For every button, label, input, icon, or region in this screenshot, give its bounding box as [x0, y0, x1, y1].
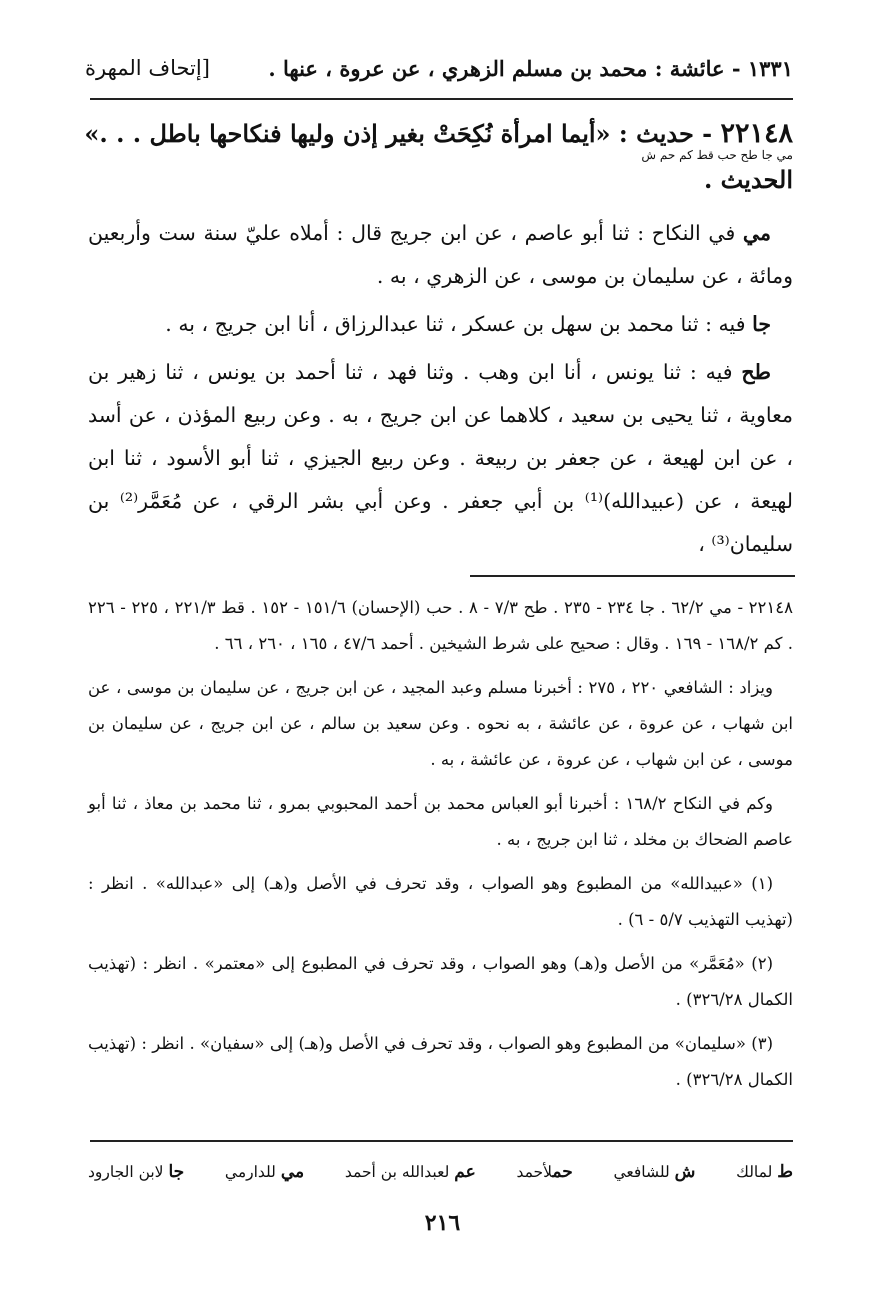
siglum-th: طح [741, 360, 771, 384]
hadith-number: ٢٢١٤٨ [720, 118, 793, 149]
book-title: [إتحاف المهرة [85, 56, 210, 80]
running-header [85, 48, 793, 88]
sigla-legend [88, 1157, 793, 1187]
paragraph-darimi-text: في النكاح : ثنا أبو عاصم ، عن ابن جريج قال : أملاه عليّ سنة ست وأربعين ومائة ، عن سليمان بن موسى ، عن الزهري ، به . [88, 221, 793, 288]
footnotes [88, 590, 793, 1106]
footnote-1: (١) «عبيدالله» من المطبوع وهو الصواب ، وقد تحرف في الأصل و(هـ) إلى «عبدالله» . انظر : (تهذيب التهذيب ٥/٧ - ٦) . [88, 874, 793, 929]
main-text [88, 212, 793, 571]
legend-item-ibn-jarud: جا لابن الجارود [88, 1162, 185, 1182]
hadith-continuation: الحديث . [703, 165, 793, 194]
paragraph-tahawi-text: فيه : ثنا يونس ، أنا ابن وهب . وثنا فهد ، ثنا أحمد بن يونس ، ثنا زهير بن معاوية ، ثنا يحيى بن سعيد ، كلاهما عن ابن جريج ، به . وعن ربيع المؤذن ، عن أسد ، عن ابن لهيعة ، عن جعفر بن ربيعة . وعن ربيع الجيزي ، ثنا أبو الأسود ، ثنا ابن لهيعة ، عن (عبيدالله)⁽¹⁾ بن أبي جعفر . وعن أبي بشر الرقي ، عن مُعَمَّر⁽²⁾ بن سليمان⁽³⁾ ، [88, 360, 793, 556]
footnote-2: (٢) «مُعَمَّر» من الأصل و(هـ) وهو الصواب ، وقد تحرف في المطبوع إلى «معتمر» . انظر : (تهذيب الكمال ٣٢٦/٢٨) . [88, 954, 793, 1009]
legend-divider [90, 1140, 793, 1142]
hadith-label: - حديث : [618, 119, 713, 148]
header-divider [90, 98, 793, 100]
additions-shafii: ويزاد : الشافعي ٢٢٠ ، ٢٧٥ : أخبرنا مسلم وعبد المجيد ، عن ابن جريج ، عن سليمان بن موسى ، عن ابن شهاب ، عن عروة ، عن عائشة ، به نحوه . وعن سعيد بن سالم ، عن ابن جريج ، عن سليمان بن موسى ، عن ابن شهاب ، عن عروة ، عن عائشة ، به . [88, 678, 793, 769]
legend-item-ahmad: حملأحمد [516, 1162, 573, 1182]
legend-item-darimi: مي للدارمي [224, 1162, 305, 1182]
additions-hakim: وكم في النكاح ١٦٨/٢ : أخبرنا أبو العباس محمد بن أحمد المحبوبي بمرو ، ثنا محمد بن معاذ ، ثنا أبو عاصم الضحاك بن مخلد ، ثنا ابن جريج ، به . [88, 794, 793, 849]
paragraph-ibn-jarud-text: فيه : ثنا محمد بن سهل بن عسكر ، ثنا عبدالرزاق ، أنا ابن جريج ، به . [165, 312, 746, 336]
references-note: ٢٢١٤٨ - مي ٦٢/٢ . جا ٢٣٤ - ٢٣٥ . طح ٧/٣ - ٨ . حب (الإحسان) ١٥١/٦ - ١٥٢ . قط ٢٢١/٣ ، ٢٢٥ - ٢٢٦ . كم ١٦٨/٢ - ١٦٩ . وقال : صحيح على شرط الشيخين . أحمد ٤٧/٦ ، ١٦٥ ، ٢٦٠ ، ٦٦ . [88, 598, 793, 653]
footnote-3: (٣) «سليمان» من المطبوع وهو الصواب ، وقد تحرف في الأصل و(هـ) إلى «سفيان» . انظر : (تهذيب الكمال ٣٢٦/٢٨) . [88, 1034, 793, 1089]
hadith-heading [84, 115, 793, 194]
legend-item-shafii: ش للشافعي [613, 1162, 696, 1182]
siglum-mi: مي [742, 221, 771, 245]
legend-item-malik: ط لمالك [736, 1162, 793, 1182]
hadith-sigla: مي جا طح حب قط كم حم ش [641, 148, 793, 162]
chapter-title: ١٣٣١ - عائشة : محمد بن مسلم الزهري ، عن عروة ، عنها . [268, 55, 793, 81]
footnotes-divider [470, 575, 795, 577]
paragraph-darimi [88, 212, 793, 298]
siglum-ja: جا [752, 312, 771, 336]
paragraph-ibn-jarud [88, 303, 793, 346]
paragraph-tahawi [88, 351, 793, 566]
hadith-text: «أيما امرأة نُكِحَتْ بغير إذن وليها فنكاحها باطل . . .» [84, 119, 611, 148]
page-number: ٢١٦ [424, 1210, 461, 1236]
legend-item-abdullah: عم لعبدالله بن أحمد [344, 1162, 476, 1182]
